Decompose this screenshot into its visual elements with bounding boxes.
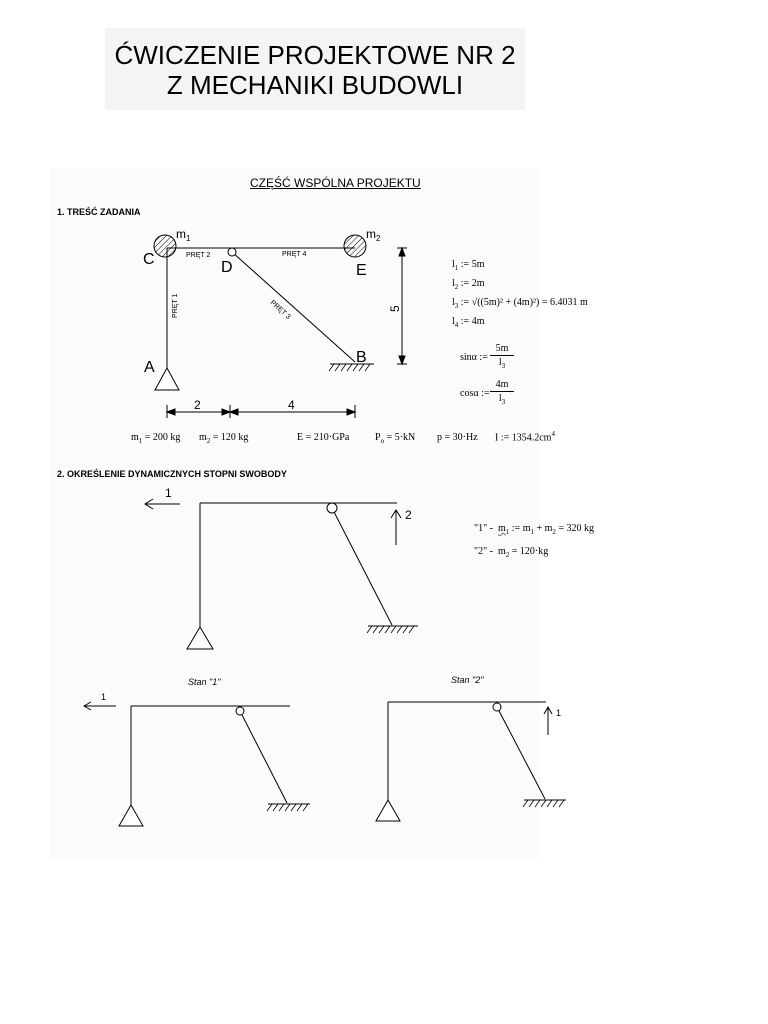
- param-m1: $m_1 = 200$ kg: [131, 432, 181, 445]
- node-c-label: C: [143, 251, 155, 268]
- step-2-heading: 2. OKREŚLENIE DYNAMICZNYCH STOPNI SWOBODY: [57, 469, 287, 479]
- cos-alpha-fraction: $\frac{4m}{l_3}$: [490, 379, 514, 406]
- right-dimension-label: 4: [288, 398, 295, 412]
- support-a-triangle: [155, 368, 179, 390]
- dof-2-equation: "2" - $m_2 = 120\cdot kg$: [474, 546, 549, 559]
- step-1-heading: 1. TREŚĆ ZADANIA: [57, 207, 141, 217]
- height-dimension-label: 5: [388, 305, 402, 312]
- dof-frame-diagram: [145, 499, 418, 649]
- sin-alpha-label: sinα :=: [460, 352, 488, 363]
- param-p0: $P_o = 5\cdot kN$: [375, 432, 416, 445]
- page-title-line-2: Z MECHANIKI BUDOWLI: [166, 70, 464, 100]
- task-diagram-labels: [143, 227, 402, 412]
- page-title-line-1: ĆWICZENIE PROJEKTOWE NR 2: [114, 40, 516, 70]
- bar-2-label: PRĘT 2: [186, 252, 211, 259]
- length-l2: $l_2$ := 2m: [452, 278, 485, 291]
- state-2-title: Stan "2": [451, 675, 484, 685]
- mass-1-label: $m_1$: [176, 227, 191, 243]
- section-heading: CZĘŚĆ WSPÓLNA PROJEKTU: [250, 176, 421, 190]
- state-1-arrow-label: 1: [101, 692, 107, 702]
- mass-1-circle: [154, 235, 176, 257]
- bar-3-label: PRĘT 3: [268, 299, 292, 321]
- state-2-diagram: [376, 702, 566, 821]
- bar-1-label: PRĘT 1: [172, 293, 179, 318]
- state-1-diagram: [84, 702, 310, 826]
- node-a-label: A: [144, 359, 155, 376]
- param-i: I := $1354.2cm^4$: [495, 430, 555, 444]
- length-l3: $l_3$ := √((5m)² + (4m)²) = 6.4031 m: [452, 297, 588, 310]
- task-frame-diagram: [154, 235, 407, 418]
- bar-3-line: [232, 252, 355, 362]
- param-m2: $m_2 = 120$ kg: [199, 432, 249, 445]
- state-1-title: Stan "1": [188, 677, 221, 687]
- param-p: p = 30·Hz: [437, 432, 478, 443]
- bar-4-label: PRĘT 4: [282, 251, 307, 258]
- dof-1-label: 1: [165, 486, 172, 500]
- cos-alpha-label: cosα :=: [460, 388, 490, 399]
- node-d-label: D: [221, 259, 233, 276]
- sin-alpha-fraction: $\frac{5m}{l_3}$: [490, 343, 514, 370]
- dof-1-equation: "1" - $m_1$ := $m_1 + m_2 = 320$ kg: [474, 523, 595, 536]
- left-dimension-label: 2: [194, 398, 201, 412]
- mass-2-label: $m_2$: [366, 227, 381, 243]
- dof-1-mass-symbol: $m_1$: [498, 523, 510, 536]
- param-e: E = 210·GPa: [297, 432, 350, 443]
- node-b-label: B: [356, 349, 367, 366]
- dof-2-label: 2: [405, 508, 412, 522]
- mass-2-circle: [344, 235, 366, 257]
- length-l4: $l_4$ := 4m: [452, 316, 485, 329]
- state-2-arrow-label: 1: [556, 708, 562, 718]
- node-e-label: E: [356, 262, 367, 279]
- dof-diagram-labels: [165, 486, 412, 522]
- length-l1: $l_1$ := 5m: [452, 259, 485, 272]
- hinge-d: [228, 248, 236, 256]
